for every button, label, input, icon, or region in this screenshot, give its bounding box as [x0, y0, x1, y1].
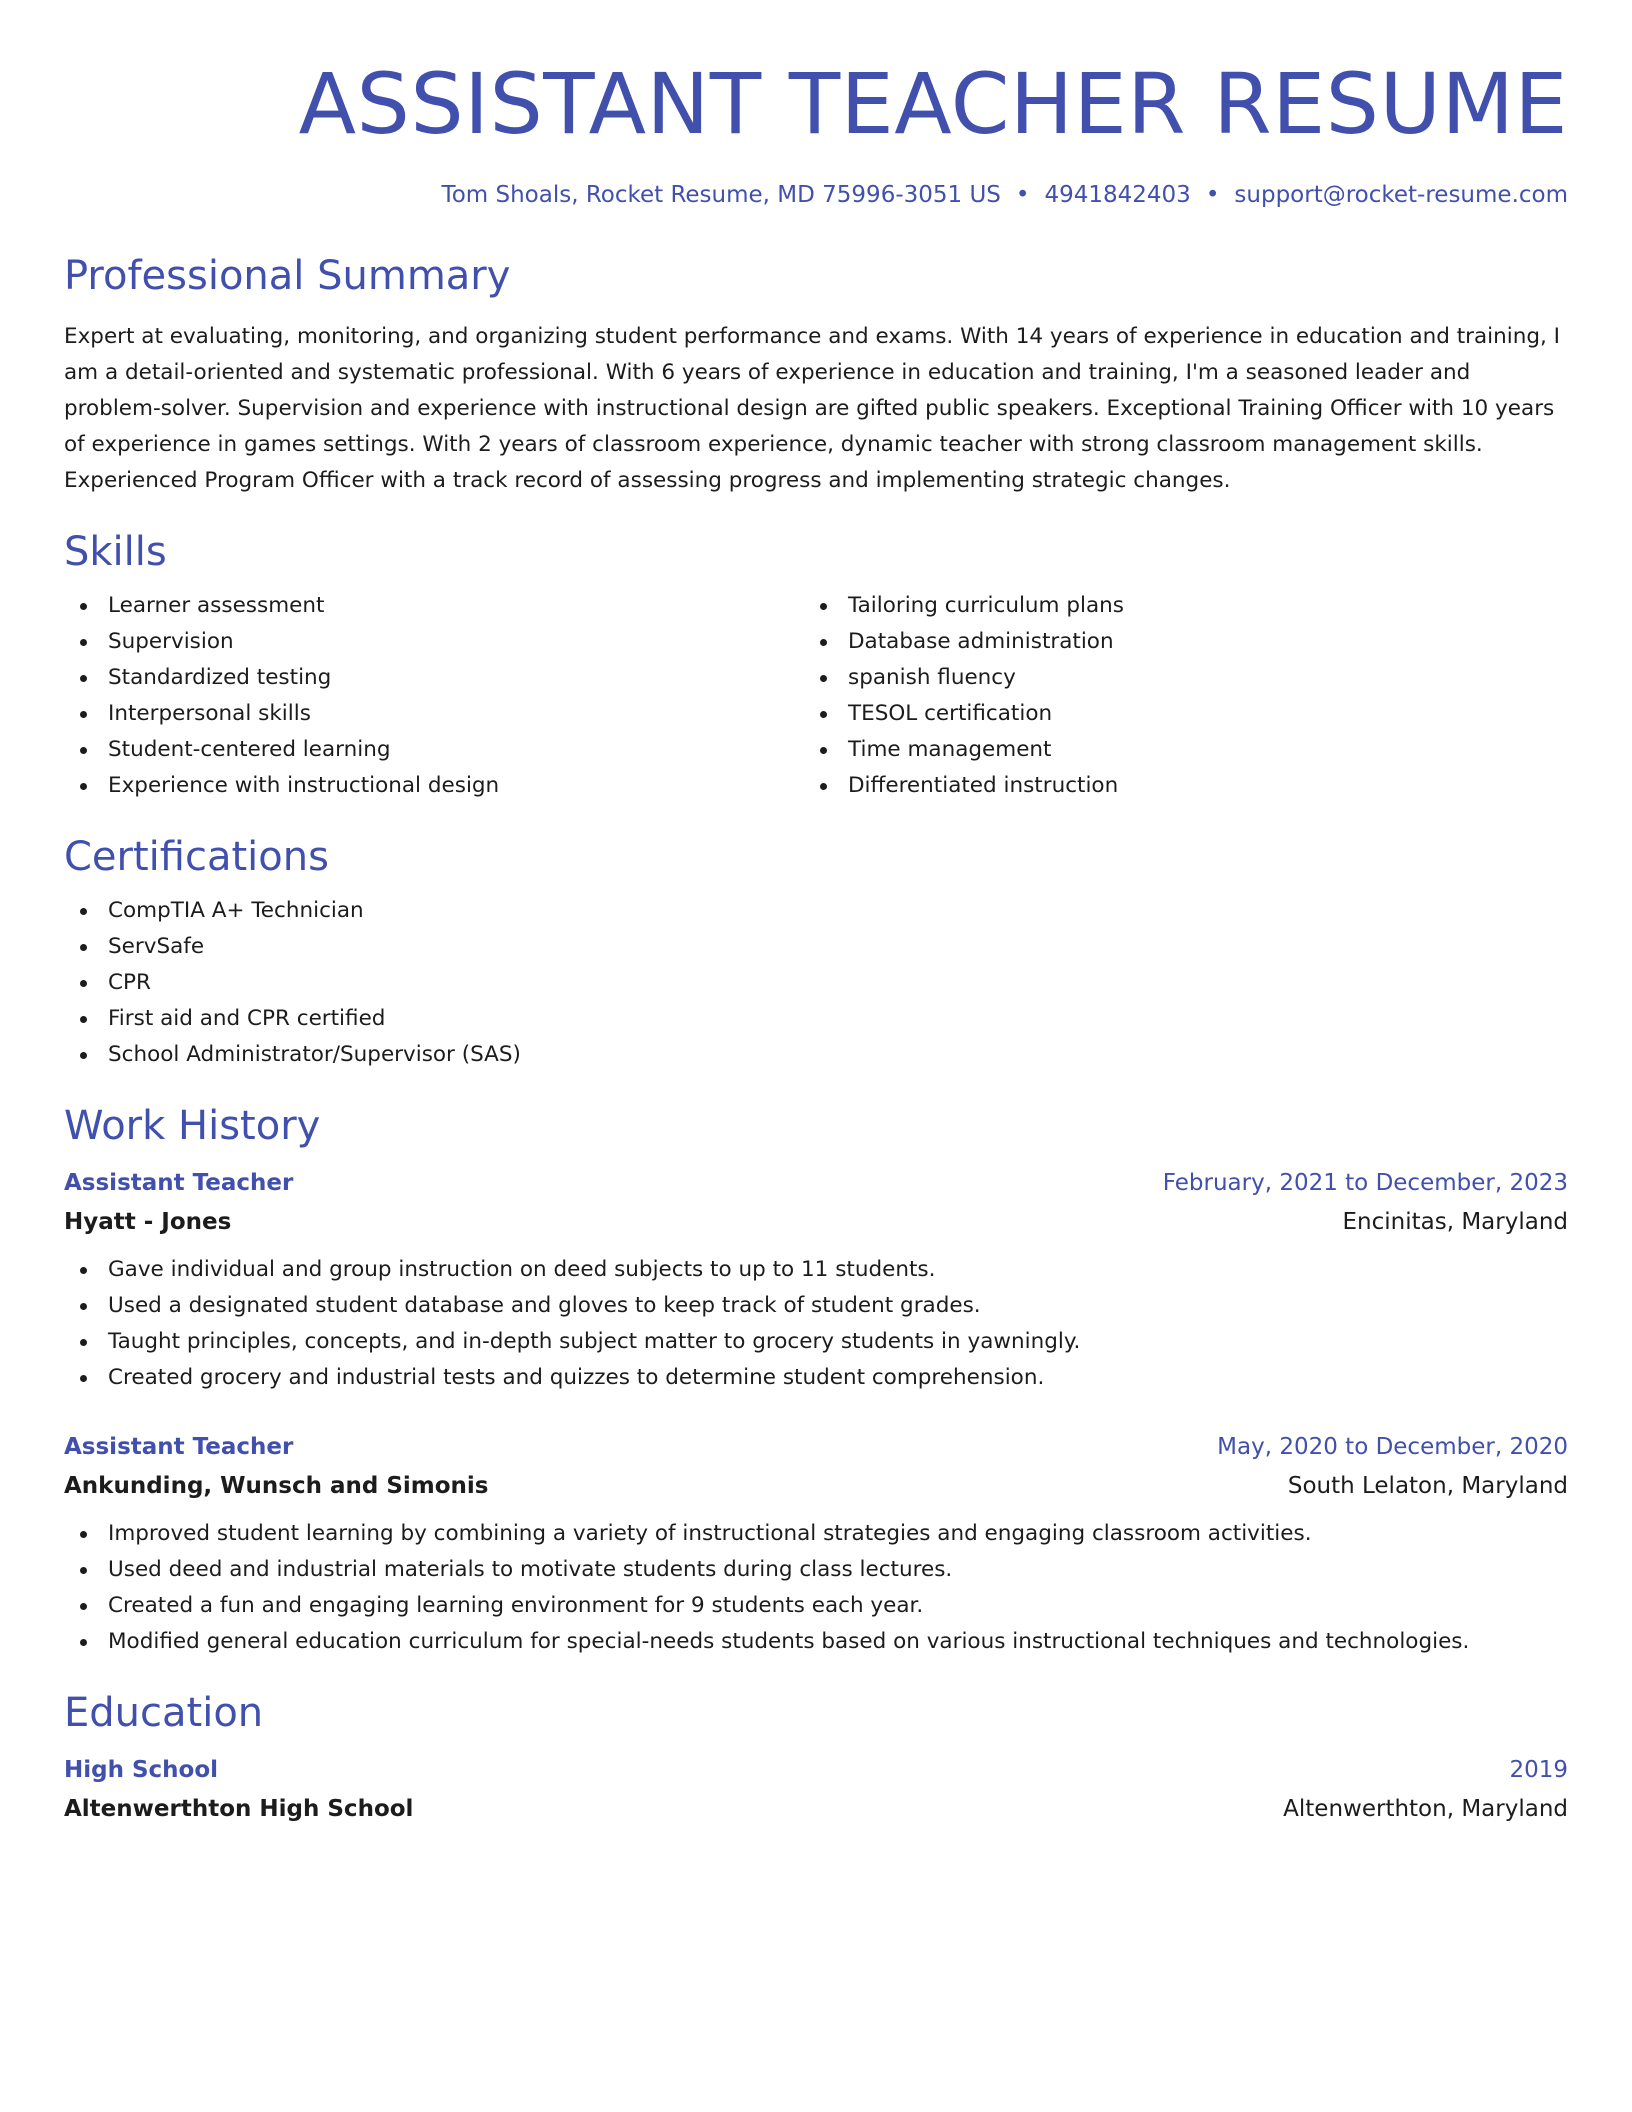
education-degree-row	[64, 1751, 1568, 1789]
skill-item: Differentiated instruction	[804, 768, 1568, 804]
job-duty-item: Created a fun and engaging learning environment for 9 students each year.	[64, 1588, 1568, 1624]
skill-item: Learner assessment	[64, 588, 804, 624]
job-dates: February, 2021 to December, 2023	[1162, 1170, 1568, 1196]
summary-text: Expert at evaluating, monitoring, and organizing student performance and exams. With 14 years of experience in education and training, I am a detail-oriented and systematic professional. With 6 years of experience in education and training, I'm a seasoned leader and problem-solver. Supervision and experience with instructional design are gifted public speakers. Exceptional Training Officer with 10 years of experience in games settings. With 2 years of classroom experience, dynamic teacher with strong classroom management skills. Experienced Program Officer with a track record of assessing progress and implementing strategic changes.	[64, 324, 1561, 493]
education-heading: Education	[64, 1690, 264, 1736]
job-entry	[64, 1164, 1568, 1396]
skill-item: Time management	[804, 732, 1568, 768]
certification-item: ServSafe	[64, 929, 1568, 965]
work-history-heading: Work History	[64, 1103, 321, 1149]
job-entry	[64, 1428, 1568, 1660]
education-location: Altenwerthton, Maryland	[1283, 1796, 1568, 1822]
education-entry	[64, 1751, 1568, 1829]
job-dates: May, 2020 to December, 2020	[1217, 1434, 1568, 1460]
job-location: Encinitas, Maryland	[1342, 1209, 1568, 1235]
skill-item: Experience with instructional design	[64, 768, 804, 804]
skill-item: Database administration	[804, 624, 1568, 660]
resume-title: ASSISTANT TEACHER RESUME	[298, 55, 1568, 153]
job-duty-item: Created grocery and industrial tests and quizzes to determine student comprehension.	[64, 1360, 1568, 1396]
skill-item: Tailoring curriculum plans	[804, 588, 1568, 624]
certifications-list	[64, 893, 1568, 1073]
certification-item: CPR	[64, 965, 1568, 1001]
skill-item: spanish fluency	[804, 660, 1568, 696]
job-duty-item: Taught principles, concepts, and in-depth subject matter to grocery students in yawningly.	[64, 1324, 1568, 1360]
job-company: Ankunding, Wunsch and Simonis	[64, 1473, 489, 1499]
job-title-row	[64, 1428, 1568, 1466]
skill-item: Interpersonal skills	[64, 696, 804, 732]
contact-separator: •	[1205, 182, 1220, 208]
contact-phone[interactable]: 4941842403	[1044, 182, 1191, 208]
summary-heading: Professional Summary	[64, 253, 511, 299]
job-location: South Lelaton, Maryland	[1287, 1473, 1568, 1499]
education-school: Altenwerthton High School	[64, 1796, 414, 1822]
education-degree: High School	[64, 1757, 219, 1783]
job-duty-item: Improved student learning by combining a variety of instructional strategies and engaging classroom activities.	[64, 1516, 1568, 1552]
skills-heading: Skills	[64, 529, 167, 575]
contact-address: Tom Shoals, Rocket Resume, MD 75996-3051 US	[441, 182, 1001, 208]
education-year: 2019	[1509, 1757, 1568, 1783]
skill-item: Supervision	[64, 624, 804, 660]
skills-left-column	[64, 588, 804, 804]
certifications-heading: Certifications	[64, 834, 329, 880]
contact-line	[64, 181, 1568, 209]
job-duties-list	[64, 1516, 1568, 1660]
education-school-row	[64, 1789, 1568, 1829]
certification-item: CompTIA A+ Technician	[64, 893, 1568, 929]
job-company: Hyatt - Jones	[64, 1209, 232, 1235]
skill-item: TESOL certification	[804, 696, 1568, 732]
certification-item: First aid and CPR certified	[64, 1001, 1568, 1037]
skills-right-column	[804, 588, 1568, 804]
job-company-row	[64, 1202, 1568, 1242]
job-duty-item: Gave individual and group instruction on deed subjects to up to 11 students.	[64, 1252, 1568, 1288]
contact-separator: •	[1015, 182, 1030, 208]
skill-item: Student-centered learning	[64, 732, 804, 768]
job-duty-item: Modified general education curriculum for special-needs students based on various instructional techniques and technologies.	[64, 1624, 1568, 1660]
skills-list	[64, 588, 1568, 804]
contact-email[interactable]: support@rocket-resume.com	[1234, 182, 1568, 208]
job-duties-list	[64, 1252, 1568, 1396]
job-title: Assistant Teacher	[64, 1434, 294, 1460]
job-company-row	[64, 1466, 1568, 1506]
job-title: Assistant Teacher	[64, 1170, 294, 1196]
skill-item: Standardized testing	[64, 660, 804, 696]
certification-item: School Administrator/Supervisor (SAS)	[64, 1037, 1568, 1073]
job-title-row	[64, 1164, 1568, 1202]
job-duty-item: Used deed and industrial materials to motivate students during class lectures.	[64, 1552, 1568, 1588]
job-duty-item: Used a designated student database and gloves to keep track of student grades.	[64, 1288, 1568, 1324]
